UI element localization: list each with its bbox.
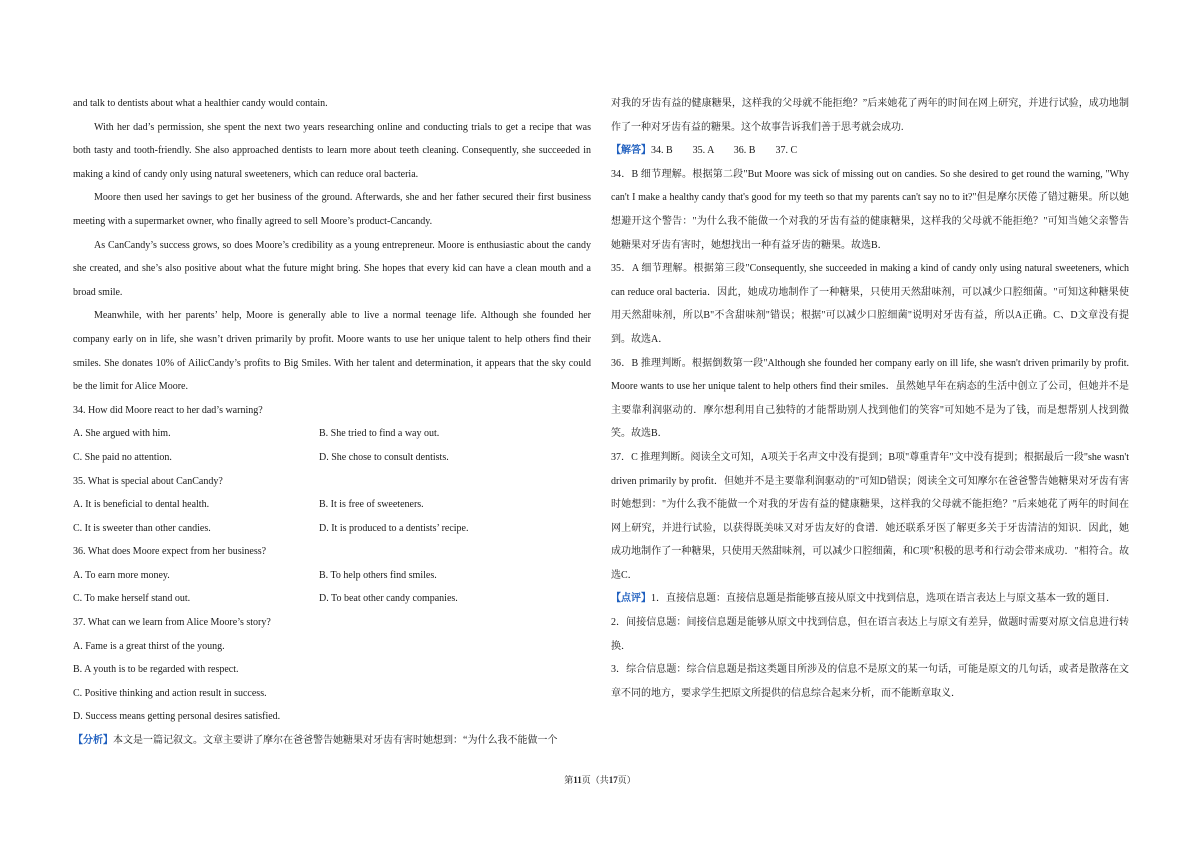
option-d: D. Success means getting personal desires satisfied. [73, 711, 281, 723]
option-b: B. To help others find smiles. [319, 569, 437, 581]
option-row [73, 422, 591, 446]
option-row [73, 446, 591, 470]
question-34 [73, 399, 591, 470]
option-row [73, 493, 591, 517]
passage-paragraph: With her dad’s permission, she spent the next two years researching online and conducting trials to get a recipe that was both tasty and tooth-friendly. She also approached dentists to learn more about teeth cleaning. Consequently, she succeeded in making a kind of candy only using natural sweeteners, which can reduce oral bacteria. [73, 121, 591, 180]
analysis-tag: 【分析】 [73, 735, 113, 747]
option-b: B. A youth is to be regarded with respect. [73, 664, 239, 676]
right-column [611, 92, 1129, 705]
comment-3: 3．综合信息题：综合信息题是指这类题目所涉及的信息不是原文的某一句话，可能是原文的几句话，或者是散落在文章不同的地方，要求学生把原文所提供的信息综合起来分析，而不能断章取义． [611, 664, 1129, 699]
option-b: B. It is free of sweeteners. [319, 499, 424, 511]
page-footer [0, 773, 1200, 786]
option-a: A. Fame is a great thirst of the young. [73, 640, 225, 652]
footer-prefix: 第 [564, 775, 574, 785]
question-37 [73, 611, 591, 729]
comment-2: 2．间接信息题：间接信息题是能够从原文中找到信息，但在语言表达上与原文有差异，做题时需要对原文信息进行转换． [611, 617, 1129, 652]
option-row [73, 564, 591, 588]
option-a: A. To earn more money. [73, 569, 170, 581]
page-number: 11 [573, 775, 582, 785]
question-35 [73, 470, 591, 541]
option-c: C. Positive thinking and action result in success. [73, 687, 267, 699]
option-d: D. To beat other candy companies. [319, 593, 458, 605]
passage-paragraph: As CanCandy’s success grows, so does Moore’s credibility as a young entrepreneur. Moore is enthusiastic about the candy she created, and she’s also positive about what the future might bring. She hopes that every kid can have a clean mouth and a broad smile. [73, 239, 591, 298]
option-b: B. She tried to find a way out. [319, 428, 440, 440]
question-stem: 34. How did Moore react to her dad’s warning? [73, 404, 263, 416]
question-stem: 35. What is special about CanCandy? [73, 475, 223, 487]
answer-tag: 【解答】 [611, 145, 651, 157]
comment-1: 1．直接信息题：直接信息题是指能够直接从原文中找到信息，选项在语言表达上与原文基本一致的题目． [651, 593, 1116, 605]
analysis-text: 本文是一篇记叙文。文章主要讲了摩尔在爸爸警告她糖果对牙齿有害时她想到：“为什么我不能做一个 [113, 735, 558, 747]
comment-tag: 【点评】 [611, 593, 651, 605]
option-a: A. It is beneficial to dental health. [73, 499, 210, 511]
passage-paragraph: and talk to dentists about what a healthier candy would contain. [73, 98, 328, 109]
footer-middle: 页（共 [581, 775, 609, 785]
option-c: C. She paid no attention. [73, 451, 172, 463]
explanation-37: 37．C 推理判断。阅读全文可知，A项关于名声文中没有提到；B项"尊重青年"文中没有提到；根据最后一段"she wasn't driven primarily by profit．但她并不是主要靠利润驱动的"可知D错误；阅读全文可知摩尔在爸爸警告她糖果对牙齿有害时她想到："为什么我不能做一个对我的牙齿有益的健康糖果，这样我的父母就不能拒绝？"后来她花了两年的时间在网上研究，并进行试验，以获得既美味又对牙齿友好的食谱．她还联系牙医了解更多关于牙齿清洁的知识．因此，她成功地制作了一种糖果，只使用天然甜味剂，可以减少口腔细菌，和C项"积极的思考和行动会带来成功．"相符合。故选C． [611, 451, 1129, 581]
explanation-36: 36．B 推理判断。根据倒数第一段"Although she founded her company early on ill life, she wasn't driven primarily by profit. Moore wants to use her unique talent to help others find their smiles．虽然她早年在病态的生活中创立了公司，但她并不是主要靠利润驱动的．摩尔想利用自己独特的才能帮助别人找到他们的笑容"可知她不是为了钱，而是想帮别人找到微笑。故选B． [611, 357, 1129, 440]
option-row [73, 587, 591, 611]
footer-suffix: 页） [617, 775, 636, 785]
answer-text: 34. B 35. A 36. B 37. C [651, 145, 798, 157]
analysis-continued: 对我的牙齿有益的健康糖果，这样我的父母就不能拒绝？”后来她花了两年的时间在网上研究，并进行试验，成功地制作了一种对牙齿有益的糖果。这个故事告诉我们善于思考就会成功. [611, 98, 1129, 133]
explanation-34: 34．B 细节理解。根据第二段"But Moore was sick of missing out on candies. So she desired to get round the warning, "Why can't I make a healthy candy that's good for my teeth so that my parents can't say no to it?"但是摩尔厌倦了错过糖果。所以她想避开这个警告："为什么我不能做一个对我的牙齿有益的健康糖果，这样我的父母就不能拒绝？"可知当她父亲警告她糖果对牙齿有害时，她想找出一种有益牙齿的糖果。故选B． [611, 168, 1129, 251]
option-c: C. To make herself stand out. [73, 593, 191, 605]
explanation-35: 35．A 细节理解。根据第三段"Consequently, she succeeded in making a kind of candy only using natural sweeteners, which can reduce oral bacteria．因此，她成功地制作了一种糖果，只使用天然甜味剂，可以减少口腔细菌。"可知这种糖果使用天然甜味剂，所以B"不含甜味剂"错误；根据"可以减少口腔细菌"说明对牙齿有益，所以A正确。C、D文章没有提到。故选A． [611, 263, 1129, 345]
left-column [73, 92, 591, 753]
question-36 [73, 540, 591, 611]
passage-paragraph: Meanwhile, with her parents’ help, Moore is generally able to live a normal teenage life. Although she founded her company early on in life, she wasn’t driven primarily by profit. Moore wants to use her unique talent to help others find their smiles. She donates 10% of AilicCandy’s profits to Big Smiles. With her talent and determination, it appears that the sky could be the limit for Alice Moore. [73, 310, 591, 393]
analysis-section [73, 729, 591, 753]
answer-section [611, 139, 1129, 163]
comment-section [611, 587, 1129, 611]
option-c: C. It is sweeter than other candies. [73, 522, 211, 534]
option-d: D. She chose to consult dentists. [319, 451, 449, 463]
question-stem: 37. What can we learn from Alice Moore’s story? [73, 617, 271, 629]
option-row [73, 517, 591, 541]
passage-paragraph: Moore then used her savings to get her business of the ground. Afterwards, she and her father secured their first business meeting with a supermarket owner, who finally agreed to sell Moore’s product-Cancandy. [73, 192, 591, 227]
option-a: A. She argued with him. [73, 428, 171, 440]
option-d: D. It is produced to a dentists’ recipe. [319, 522, 469, 534]
page-total: 17 [608, 775, 618, 785]
question-stem: 36. What does Moore expect from her business? [73, 546, 267, 558]
